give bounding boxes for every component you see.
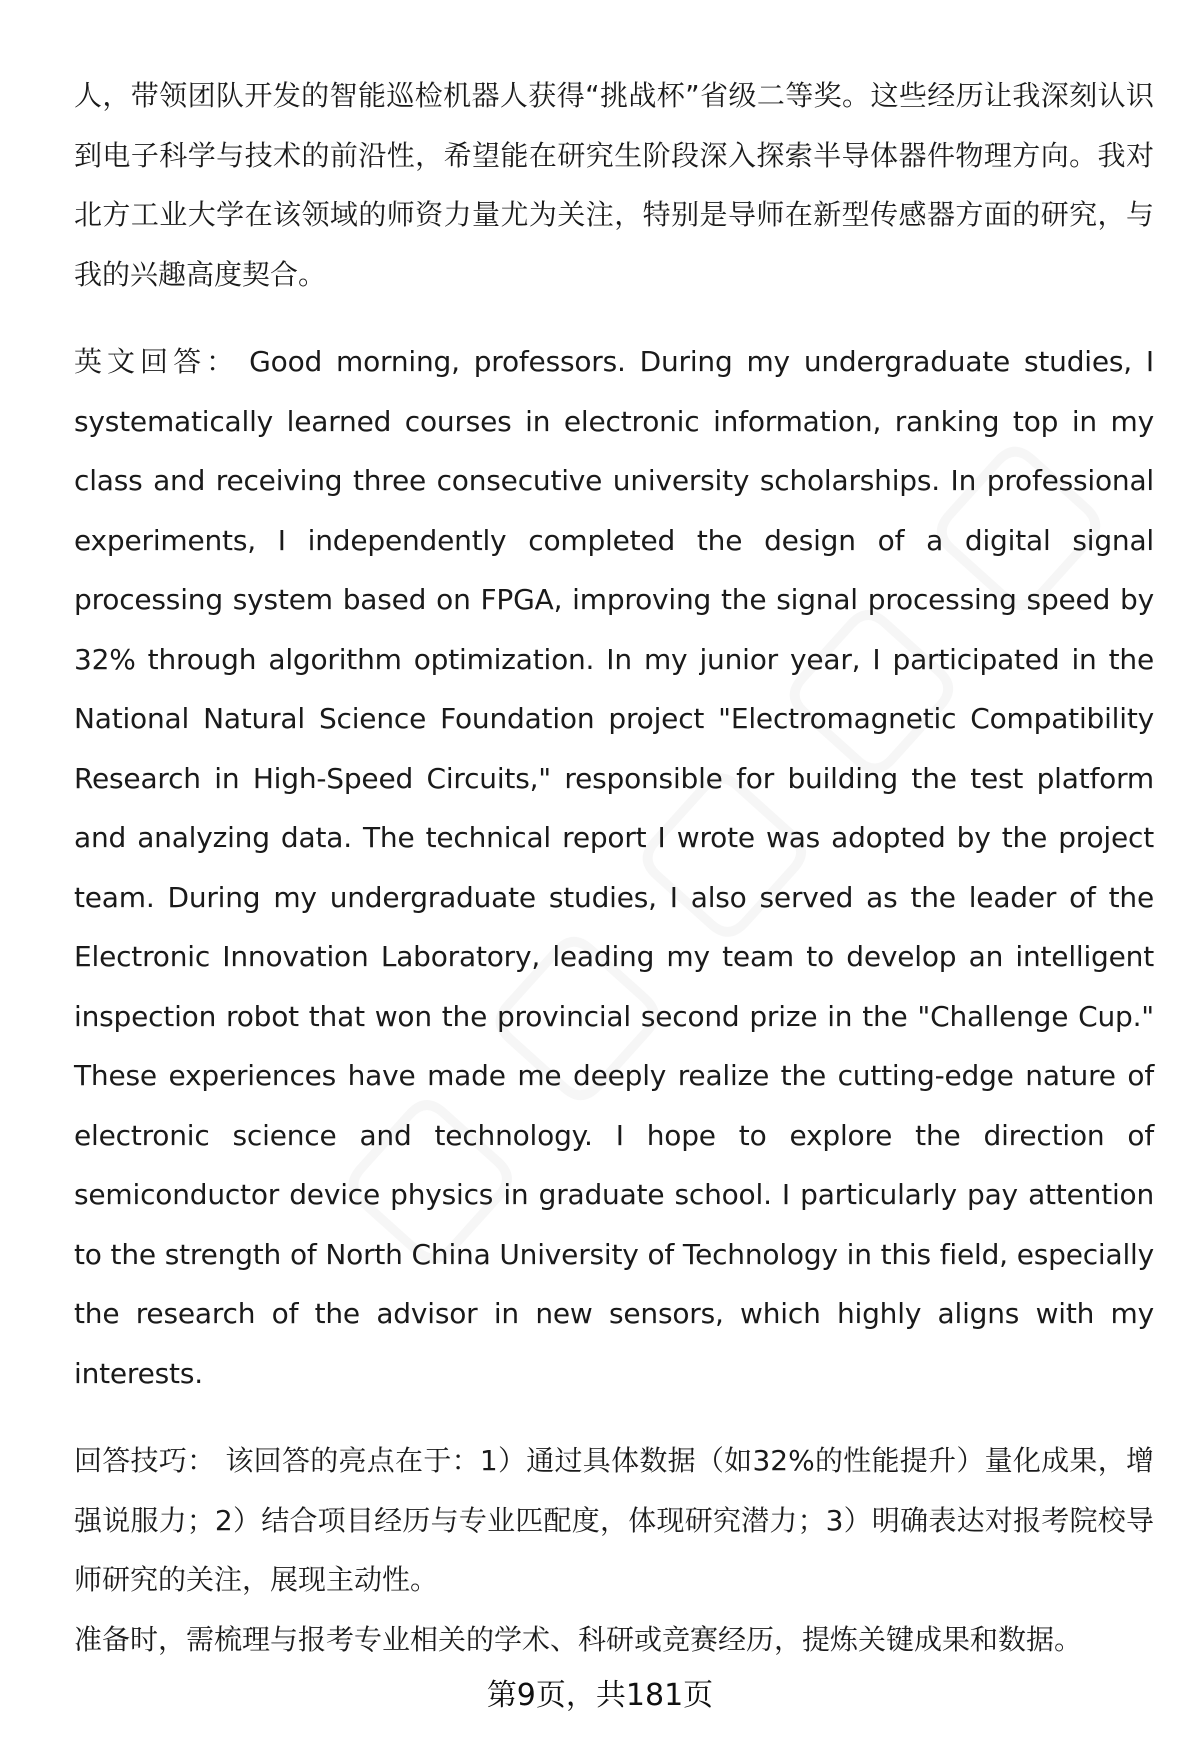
paragraph-preparation-note (74, 1610, 1154, 1670)
paragraph-text: Good morning, professors. During my undergraduate studies, I systematically learned courses in electronic information, ranking top in my class and receiving three consecutive university scholarships. In professional experiments, I independently completed the design of a digital signal processing system based on FPGA, improving the signal processing speed by 32% through algorithm optimization. In my junior year, I participated in the National Natural Science Foundation project "Electromagnetic Compatibility Research in High-Speed Circuits," responsible for building the test platform and analyzing data. The technical report I wrote was adopted by the project team. During my undergraduate studies, I also served as the leader of the Electronic Innovation Laboratory, leading my team to develop an intelligent inspection robot that won the provincial second prize in the "Challenge Cup." These experiences have made me deeply realize the cutting-edge nature of electronic science and technology. I hope to explore the direction of semiconductor device physics in graduate school. I particularly pay attention to the strength of North China University of Technology in this field, especially the research of the advisor in new sensors, which highly aligns with my interests. (74, 345, 1154, 1390)
document-body (74, 66, 1154, 1669)
paragraph-answer-tips (74, 1431, 1154, 1610)
paragraph-chinese-answer-continued (74, 66, 1154, 304)
page-number: 第9页，共181页 (486, 1678, 714, 1713)
paragraph-label: 回答技巧： (74, 1444, 216, 1477)
paragraph-text: 准备时，需梳理与报考专业相关的学术、科研或竞赛经历，提炼关键成果和数据。 (74, 1622, 1083, 1656)
paragraph-text: 人，带领团队开发的智能巡检机器人获得“挑战杯”省级二等奖。这些经历让我深刻认识到电子科学与技术的前沿性，希望能在研究生阶段深入探索半导体器件物理方向。我对北方工业大学在该领域的师资力量尤为关注，特别是导师在新型传感器方面的研究，与我的兴趣高度契合。 (74, 79, 1154, 291)
paragraph-label: 英文回答： (74, 345, 240, 378)
paragraph-text: 该回答的亮点在于：1）通过具体数据（如32%的性能提升）量化成果，增强说服力；2）结合项目经历与专业匹配度，体现研究潜力；3）明确表达对报考院校导师研究的关注，展现主动性。 (74, 1444, 1154, 1596)
paragraph-english-answer (74, 332, 1154, 1403)
